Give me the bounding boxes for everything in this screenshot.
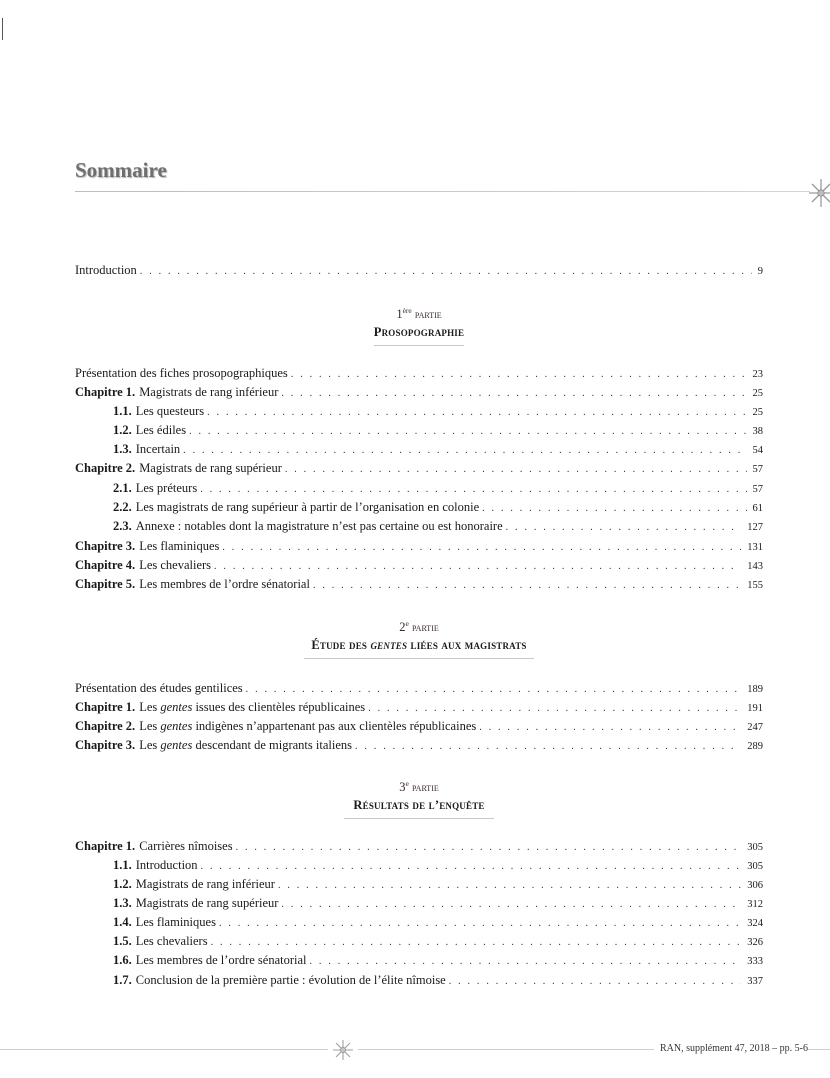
page-number: 57 <box>752 484 763 495</box>
entry-label: Magistrats de rang inférieur <box>139 385 279 399</box>
entry-label: Les chevaliers <box>139 558 212 572</box>
entry-number: Chapitre 1. <box>75 839 136 853</box>
part-number-superscript: ère <box>402 306 412 315</box>
leader-dots <box>140 264 752 280</box>
page-number: 191 <box>747 703 763 714</box>
toc-entry-chapter[interactable] <box>75 576 763 594</box>
part-title-italic: gentes <box>370 638 408 652</box>
page-number: 306 <box>747 880 763 891</box>
entry-number: 1.3. <box>113 896 132 910</box>
entry-label: Introduction <box>75 263 137 277</box>
leader-dots <box>482 501 746 517</box>
page-number: 326 <box>747 937 763 948</box>
leader-dots <box>189 424 746 440</box>
page-number: 38 <box>752 426 763 437</box>
entry-number: Chapitre 5. <box>75 577 136 591</box>
entry-number: 1.1. <box>113 858 132 872</box>
crop-mark <box>2 18 3 40</box>
leader-dots <box>479 720 741 736</box>
part-title <box>75 638 763 653</box>
entry-number: 1.4. <box>113 915 132 929</box>
toc-entry-section[interactable] <box>113 441 763 459</box>
page-number: 189 <box>747 684 763 695</box>
leader-dots <box>368 701 741 717</box>
page-number: 25 <box>752 388 763 399</box>
page-title: Sommaire <box>75 158 167 182</box>
entry-number: 1.5. <box>113 934 132 948</box>
entry-number: 2.1. <box>113 481 132 495</box>
toc-entry-section[interactable] <box>113 857 763 875</box>
footer-citation: RAN, supplément 47, 2018 – pp. 5-6 <box>654 1043 808 1054</box>
part-3-heading <box>75 779 763 819</box>
page-number: 9 <box>757 266 763 277</box>
entry-label: Magistrats de rang supérieur <box>135 896 279 910</box>
entry-number: 1.7. <box>113 973 132 987</box>
leader-dots <box>200 482 746 498</box>
leader-dots <box>291 367 747 383</box>
footer-rule <box>0 1049 328 1050</box>
leader-dots <box>246 682 742 698</box>
entry-label: Présentation des études gentilices <box>75 681 243 695</box>
leader-dots <box>281 386 746 402</box>
entry-number: 2.2. <box>113 500 132 514</box>
part-title: Résultats de l’enquête <box>353 798 485 812</box>
leader-dots <box>449 974 742 990</box>
entry-number: Chapitre 4. <box>75 558 136 572</box>
entry-label: Les questeurs <box>135 404 205 418</box>
leader-dots <box>222 540 741 556</box>
page-number: 131 <box>747 542 763 553</box>
toc-entry-section[interactable] <box>113 895 763 913</box>
page-number: 155 <box>747 580 763 591</box>
page-number: 54 <box>752 445 763 456</box>
leader-dots <box>236 840 742 856</box>
toc-entry-chapter[interactable] <box>75 384 763 402</box>
part-number <box>75 306 763 322</box>
page-number: 289 <box>747 741 763 752</box>
entry-number: Chapitre 1. <box>75 385 136 399</box>
part-title-text: Étude des <box>311 638 368 652</box>
entry-label: Incertain <box>135 442 181 456</box>
leader-dots <box>281 897 741 913</box>
toc-entry-introduction[interactable] <box>75 262 763 280</box>
entry-number: 2.3. <box>113 519 132 533</box>
entry-number: 1.3. <box>113 442 132 456</box>
entry-label: Les édiles <box>135 423 187 437</box>
leader-dots <box>310 954 742 970</box>
part-number-digit: 3 <box>399 780 406 794</box>
page-number: 23 <box>752 369 763 380</box>
toc-entry-section[interactable] <box>113 499 763 517</box>
leader-dots <box>506 520 742 536</box>
leader-dots <box>207 405 746 421</box>
entry-label: Introduction <box>135 858 198 872</box>
page-number: 247 <box>747 722 763 733</box>
leader-dots <box>219 916 741 932</box>
toc-entry-section[interactable] <box>113 972 763 990</box>
part-2-heading <box>75 619 763 659</box>
part-1-heading <box>75 306 763 346</box>
entry-label: Les flaminiques <box>139 539 220 553</box>
toc-entry[interactable] <box>75 365 763 383</box>
entry-label: Magistrats de rang supérieur <box>139 461 282 475</box>
toc-entry-chapter[interactable] <box>75 557 763 575</box>
page-number: 57 <box>752 464 763 475</box>
toc-entry-section[interactable] <box>113 422 763 440</box>
entry-label: Carrières nîmoises <box>139 839 233 853</box>
toc-entry-section[interactable] <box>113 952 763 970</box>
entry-number: Chapitre 2. <box>75 719 136 733</box>
part-rule <box>304 658 534 659</box>
toc-entry-chapter[interactable] <box>75 460 763 478</box>
page-number: 305 <box>747 842 763 853</box>
toc-entry[interactable] <box>75 680 763 698</box>
entry-number: Chapitre 1. <box>75 700 136 714</box>
page-number: 324 <box>747 918 763 929</box>
entry-number: 1.2. <box>113 877 132 891</box>
entry-label: Annexe : notables dont la magistrature n’est pas certaine ou est honoraire <box>135 519 503 533</box>
part-title-text: liées aux magistrats <box>410 638 527 652</box>
part-number-superscript: e <box>405 779 409 788</box>
entry-label: Présentation des fiches prosopographiques <box>75 366 288 380</box>
page-number: 127 <box>747 522 763 533</box>
entry-label: Les magistrats de rang supérieur à partir de l’organisation en colonie <box>135 500 480 514</box>
page-number: 337 <box>747 976 763 987</box>
entry-number: Chapitre 2. <box>75 461 136 475</box>
flower-ornament-icon <box>330 1038 356 1062</box>
leader-dots <box>211 935 742 951</box>
part-word: partie <box>411 622 439 634</box>
entry-label: Les gentes descendant de migrants italiens <box>139 738 352 752</box>
entry-number: Chapitre 3. <box>75 539 136 553</box>
part-word: partie <box>414 309 442 321</box>
toc-entry-chapter[interactable] <box>75 699 763 717</box>
entry-label: Les membres de l’ordre sénatorial <box>139 577 310 591</box>
part-number <box>75 619 763 635</box>
entry-number: 1.2. <box>113 423 132 437</box>
toc-entry-chapter[interactable] <box>75 538 763 556</box>
toc-entry-section[interactable] <box>113 518 763 536</box>
entry-label: Les chevaliers <box>135 934 208 948</box>
leader-dots <box>278 878 741 894</box>
entry-label: Les flaminiques <box>135 915 216 929</box>
page-number: 305 <box>747 861 763 872</box>
part-number-digit: 1 <box>396 307 403 321</box>
leader-dots <box>201 859 742 875</box>
toc-entry-section[interactable] <box>113 480 763 498</box>
toc-entry-section[interactable] <box>113 403 763 421</box>
part-word: partie <box>411 782 439 794</box>
entry-label: Les membres de l’ordre sénatorial <box>135 953 307 967</box>
leader-dots <box>183 443 746 459</box>
page-number: 333 <box>747 956 763 967</box>
entry-label: Les préteurs <box>135 481 198 495</box>
toc-entry-section[interactable] <box>113 914 763 932</box>
part-rule <box>374 345 464 346</box>
page-number: 61 <box>752 503 763 514</box>
entry-label: Les gentes indigènes n’appartenant pas aux clientèles républicaines <box>139 719 477 733</box>
entry-number: 1.1. <box>113 404 132 418</box>
entry-number: Chapitre 3. <box>75 738 136 752</box>
toc-entry-section[interactable] <box>113 933 763 951</box>
page-number: 312 <box>747 899 763 910</box>
entry-label: Conclusion de la première partie : évolution de l’élite nîmoise <box>135 973 446 987</box>
entry-number: 1.6. <box>113 953 132 967</box>
toc-entry-chapter[interactable] <box>75 838 763 856</box>
part-number-digit: 2 <box>399 620 406 634</box>
part-title: Prosopographie <box>373 325 465 339</box>
leader-dots <box>285 462 747 478</box>
page-number: 143 <box>747 561 763 572</box>
flower-ornament-icon <box>808 176 830 210</box>
leader-dots <box>214 559 741 575</box>
part-number-superscript: e <box>405 619 409 628</box>
page-number: 25 <box>752 407 763 418</box>
toc-entry-chapter[interactable] <box>75 718 763 736</box>
entry-label: Les gentes issues des clientèles républicaines <box>139 700 366 714</box>
part-number <box>75 779 763 795</box>
toc-entry-section[interactable] <box>113 876 763 894</box>
part-rule <box>344 818 494 819</box>
toc-entry-chapter[interactable] <box>75 737 763 755</box>
title-rule <box>75 191 810 192</box>
leader-dots <box>355 739 741 755</box>
entry-label: Magistrats de rang inférieur <box>135 877 275 891</box>
leader-dots <box>313 578 741 594</box>
